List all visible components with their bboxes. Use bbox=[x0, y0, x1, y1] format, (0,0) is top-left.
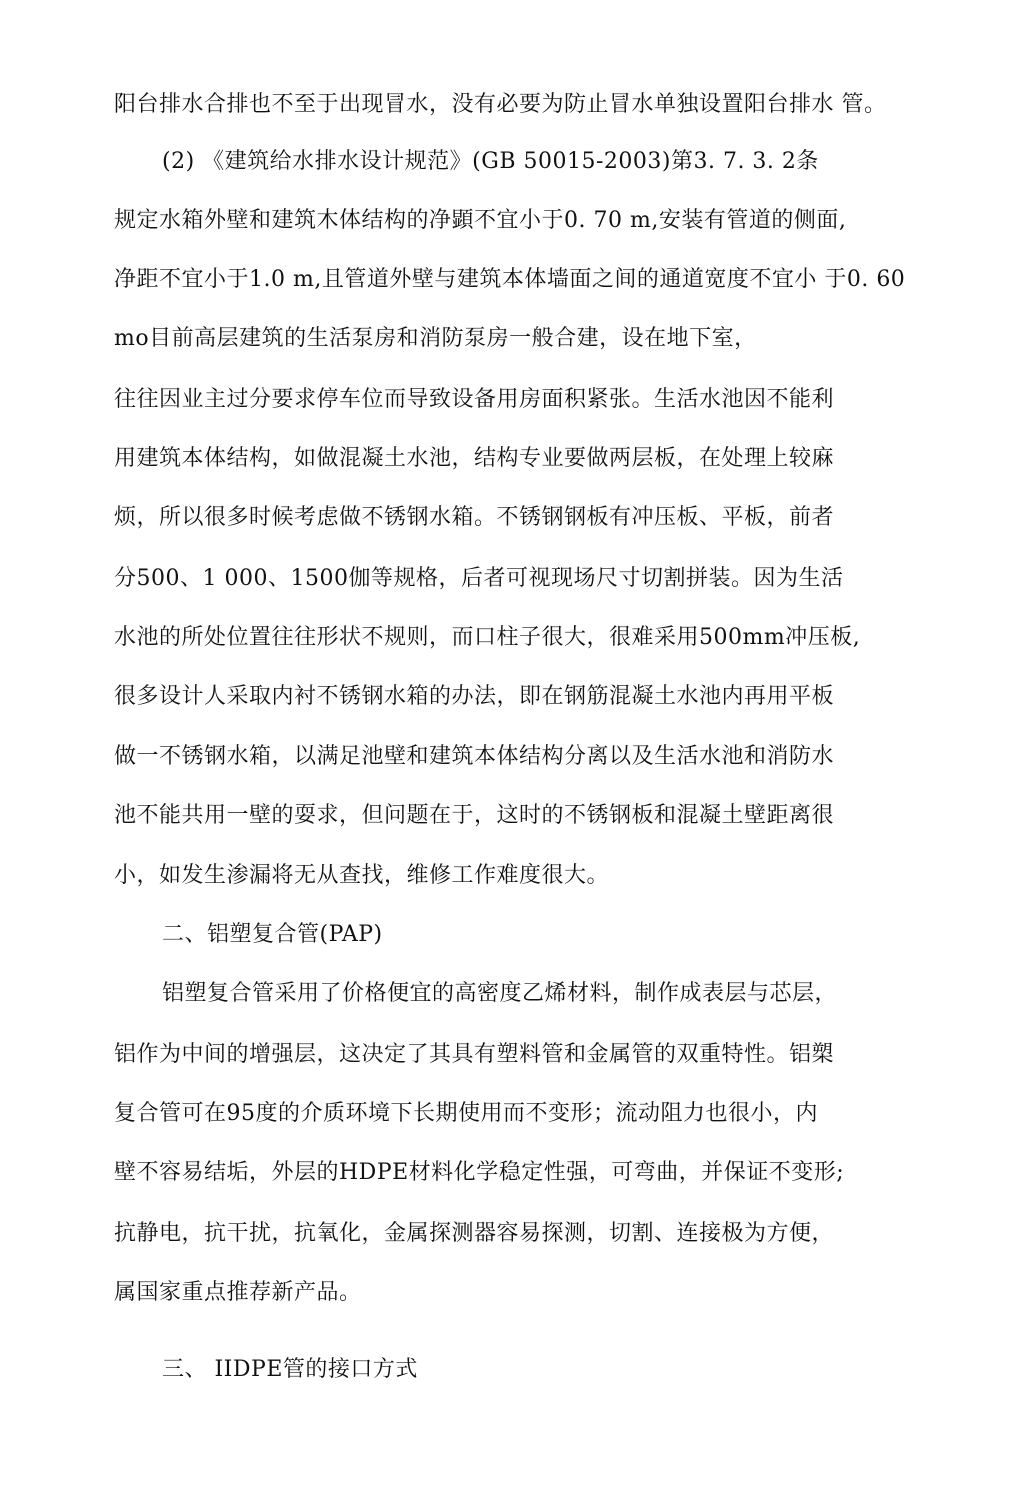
paragraph-line: 烦，所以很多时候考虑做不锈钢水箱。不锈钢钢板有冲压板、平板，前者 bbox=[114, 505, 835, 530]
paragraph-line: 分500、1 000、1500伽等规格，后者可视现场尺寸切割拼装。因为生活 bbox=[114, 566, 844, 591]
paragraph-line: 壁不容易结垢，外层的HDPE材料化学稳定性强，可弯曲，并保证不变形; bbox=[114, 1160, 845, 1185]
section-heading: 二、铝塑复合管(PAP) bbox=[162, 922, 383, 947]
paragraph-line: 铝作为中间的增强层，这决定了其具有塑料管和金属管的双重特性。铝槊 bbox=[114, 1042, 835, 1067]
paragraph-line: 阳台排水合排也不至于出现冒水，没有必要为防止冒水单独设置阳台排水 管。 bbox=[114, 92, 887, 117]
paragraph-line: 小，如发生渗漏将无从查找，维修工作难度很大。 bbox=[114, 863, 610, 888]
section-heading: 三、 IIDPE管的接口方式 bbox=[162, 1357, 418, 1382]
paragraph-line: 规定水箱外壁和建筑木体结构的净顕不宜小于0. 70 m,安装有管道的侧面, bbox=[114, 208, 847, 233]
paragraph-line: 抗静电，抗干扰，抗氧化，金属探测器容易探测，切割、连接极为方便， bbox=[114, 1221, 835, 1246]
paragraph-line: 铝塑复合管采用了价格便宜的高密度乙烯材料，制作成表层与芯层， bbox=[162, 981, 838, 1006]
paragraph-line: 往往因业主过分要求停车位而导致设备用房面积紧张。生活水池因不能利 bbox=[114, 387, 835, 412]
paragraph-line: 做一不锈钢水箱，以满足池壁和建筑本体结构分离以及生活水池和消防水 bbox=[114, 744, 835, 769]
paragraph-line: 水池的所处位置往往形状不规则，而口柱子很大，很难采用500mm冲压板, bbox=[114, 625, 861, 650]
paragraph-line: 很多设计人采取内衬不锈钢水箱的办法，即在钢筋混凝土水池内再用平板 bbox=[114, 684, 835, 709]
paragraph-line: 复合管可在95度的介质环境下长期使用而不变形；流动阻力也很小，内 bbox=[114, 1101, 818, 1126]
paragraph-line: 池不能共用一壁的耍求，但问题在于，这时的不锈钢板和混凝土壁距离很 bbox=[114, 803, 835, 828]
paragraph-line: (2) 《建筑给水排水设计规范》(GB 50015-2003)第3. 7. 3. 2条 bbox=[162, 149, 819, 174]
paragraph-line: mo目前高层建筑的生活泵房和消防泵房一般合建，设在地下室， bbox=[114, 326, 757, 351]
paragraph-line: 用建筑本体结构，如做混凝土水池，结构专业要做两层板，在处理上较麻 bbox=[114, 446, 835, 471]
paragraph-line: 净距不宜小于1.0 m,且管道外壁与建筑本体墙面之间的通道宽度不宜小 于0. 60 bbox=[114, 267, 906, 292]
paragraph-line: 属国家重点推荐新产品。 bbox=[114, 1280, 362, 1305]
